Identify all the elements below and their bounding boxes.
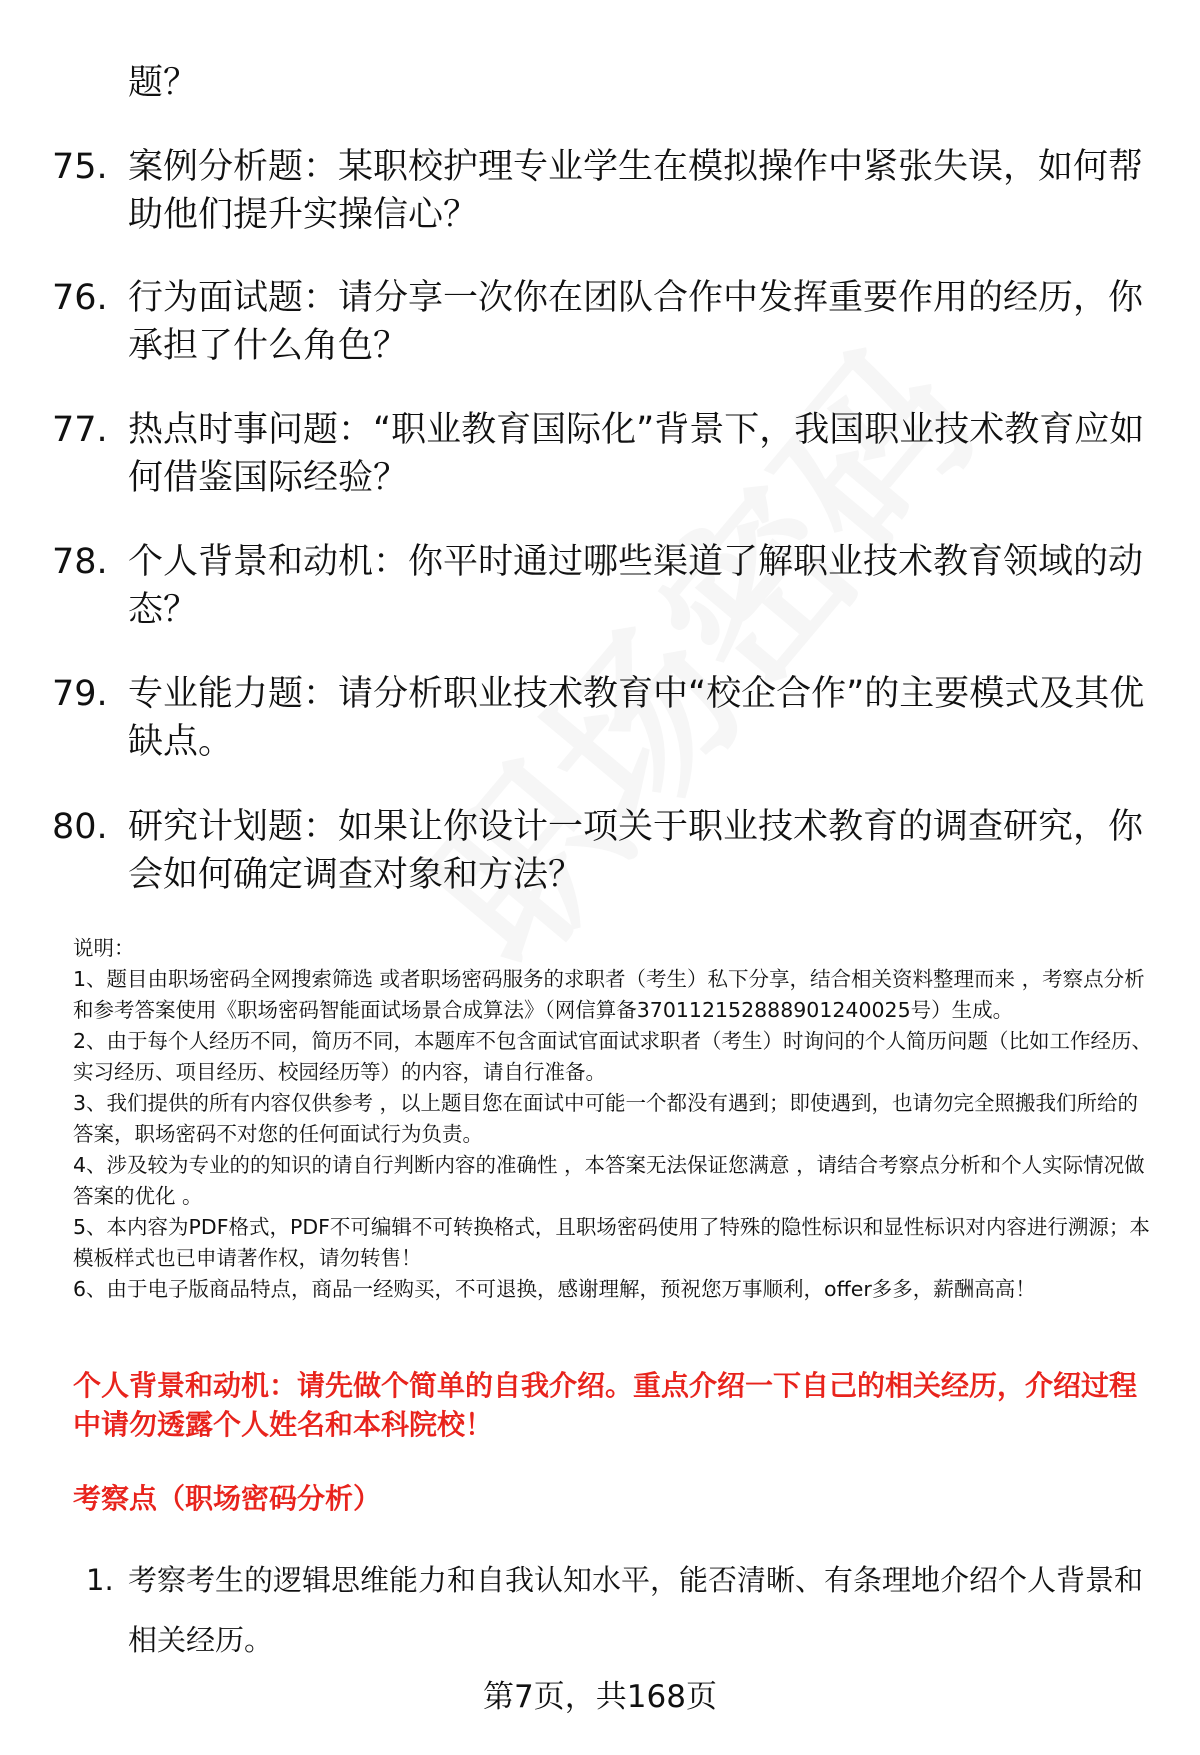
question-text: 案例分析题：某职校护理专业学生在模拟操作中紧张失误，如何帮助他们提升实操信心？ [128,147,1144,235]
notes-section [73,933,1158,1305]
question-text: 专业能力题：请分析职业技术教育中“校企合作”的主要模式及其优缺点。 [128,674,1145,762]
question-text: 个人背景和动机：你平时通过哪些渠道了解职业技术教育领域的动态？ [128,542,1144,630]
point-text: 考察考生的逻辑思维能力和自我认知水平，能否清晰、有条理地介绍个人背景和相关经历。 [128,1563,1144,1657]
note-item: 2、由于每个人经历不同，简历不同，本题库不包含面试官面试求职者（考生）时询问的个人简历问题（比如工作经历、实习经历、项目经历、校园经历等）的内容，请自行准备。 [73,1029,1153,1084]
question-number: 79. [52,674,108,714]
question-text: 研究计划题：如果让你设计一项关于职业技术教育的调查研究，你会如何确定调查对象和方法？ [128,807,1144,895]
analysis-heading: 考察点（职场密码分析） [73,1482,382,1515]
note-item: 3、我们提供的所有内容仅供参考 ，以上题目您在面试中可能一个都没有遇到；即使遇到，也请勿完全照搬我们所给的答案，职场密码不对您的任何面试行为负责。 [73,1091,1139,1146]
featured-question: 个人背景和动机：请先做个简单的自我介绍。重点介绍一下自己的相关经历，介绍过程中请勿透露个人姓名和本科院校！ [73,1369,1138,1441]
question-number: 77. [52,410,108,450]
point-number: 1. [86,1563,114,1597]
question-number: 75. [52,147,108,187]
notes-title: 说明： [73,936,135,960]
question-text: 行为面试题：请分享一次你在团队合作中发挥重要作用的经历，你承担了什么角色？ [128,278,1144,366]
question-text: 题？ [128,63,199,103]
note-item: 6、由于电子版商品特点，商品一经购买，不可退换，感谢理解，预祝您万事顺利，offer多多，薪酬高高！ [73,1277,1036,1301]
note-item: 5、本内容为PDF格式，PDF不可编辑不可转换格式，且职场密码使用了特殊的隐性标识和显性标识对内容进行溯源；本模板样式也已申请著作权，请勿转售！ [73,1215,1150,1270]
watermark [360,290,1020,1007]
question-number: 76. [52,278,108,318]
note-item: 4、涉及较为专业的的知识的请自行判断内容的准确性 ，本答案无法保证您满意 ，请结合考察点分析和个人实际情况做答案的优化 。 [73,1153,1145,1208]
question-number: 78. [52,542,108,582]
page-footer: 第7页，共168页 [483,1679,717,1715]
question-text: 热点时事问题：“职业教育国际化”背景下，我国职业技术教育应如何借鉴国际经验？ [128,410,1145,498]
note-item: 1、题目由职场密码全网搜索筛选 或者职场密码服务的求职者（考生）私下分享，结合相关资料整理而来 ，考察点分析和参考答案使用《职场密码智能面试场景合成算法》（网信算备370112152888901240025号）生成。 [73,967,1145,1022]
question-number: 80. [52,807,108,847]
